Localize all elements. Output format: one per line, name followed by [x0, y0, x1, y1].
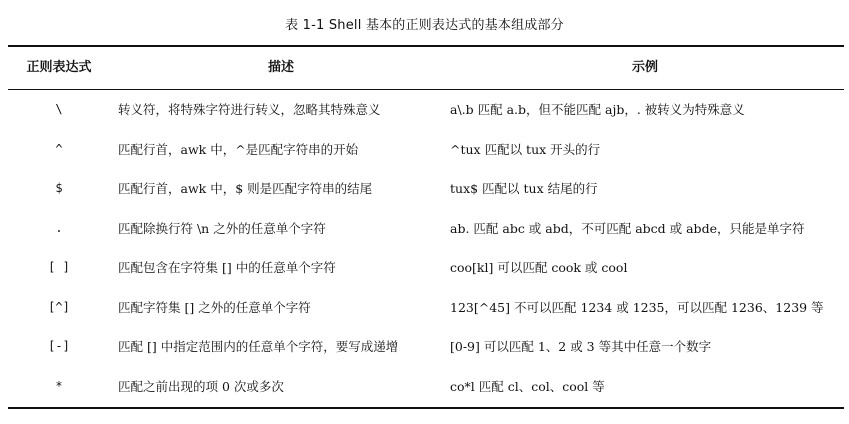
- regex-cell: [ ]: [48, 260, 70, 274]
- regex-cell: [^]: [48, 299, 70, 314]
- table-row: [0, 90, 849, 130]
- description-cell: 匹配包含在字符集 [] 中的任意单个字符: [118, 260, 336, 275]
- description-cell: 匹配行首，awk 中，$ 则是匹配字符串的结尾: [118, 181, 373, 196]
- table-row: [0, 209, 849, 249]
- header-regex: 正则表达式: [26, 60, 92, 75]
- description-cell: 匹配除换行符 \n 之外的任意单个字符: [118, 220, 326, 236]
- table-row: [0, 367, 849, 407]
- regex-cell: *: [55, 378, 63, 393]
- description-cell: 匹配之前出现的项 0 次或多次: [118, 378, 284, 394]
- example-cell: ^tux 匹配以 tux 开头的行: [450, 141, 601, 157]
- header-example: 示例: [631, 60, 658, 75]
- regex-cell: $: [55, 181, 63, 195]
- example-cell: co*l 匹配 cl、col、cool 等: [450, 378, 605, 394]
- table-row: [0, 248, 849, 288]
- example-cell: a\.b 匹配 a.b，但不能匹配 ajb，. 被转义为特殊意义: [450, 102, 745, 117]
- description-cell: 匹配字符集 [] 之外的任意单个字符: [118, 299, 311, 315]
- table-row: [0, 130, 849, 170]
- example-cell: ab. 匹配 abc 或 abd，不可匹配 abcd 或 abde，只能是单字符: [450, 220, 805, 236]
- table-bottom-rule: [8, 407, 844, 409]
- example-cell: coo[kl] 可以匹配 cook 或 cool: [450, 260, 628, 275]
- table-row: [0, 327, 849, 367]
- description-cell: 匹配行首，awk 中，^是匹配字符串的开始: [118, 141, 359, 157]
- example-cell: tux$ 匹配以 tux 结尾的行: [450, 181, 598, 196]
- table-caption: 表 1-1 Shell 基本的正则表达式的基本组成部分: [285, 18, 564, 33]
- table-body: [0, 90, 849, 406]
- description-cell: 匹配 [] 中指定范围内的任意单个字符，要写成递增: [118, 339, 399, 354]
- regex-cell: \: [55, 102, 63, 116]
- example-cell: 123[^45] 不可以匹配 1234 或 1235，可以匹配 1236、1239 等: [450, 299, 824, 315]
- example-cell: [0-9] 可以匹配 1、2 或 3 等其中任意一个数字: [450, 339, 712, 354]
- regex-cell: [-]: [48, 339, 70, 353]
- table-row: [0, 169, 849, 209]
- header-description: 描述: [267, 60, 294, 75]
- regex-cell: ^: [55, 141, 63, 156]
- regex-cell: .: [55, 220, 63, 235]
- table-row: [0, 288, 849, 328]
- description-cell: 转义符，将特殊字符进行转义，忽略其特殊意义: [118, 102, 381, 117]
